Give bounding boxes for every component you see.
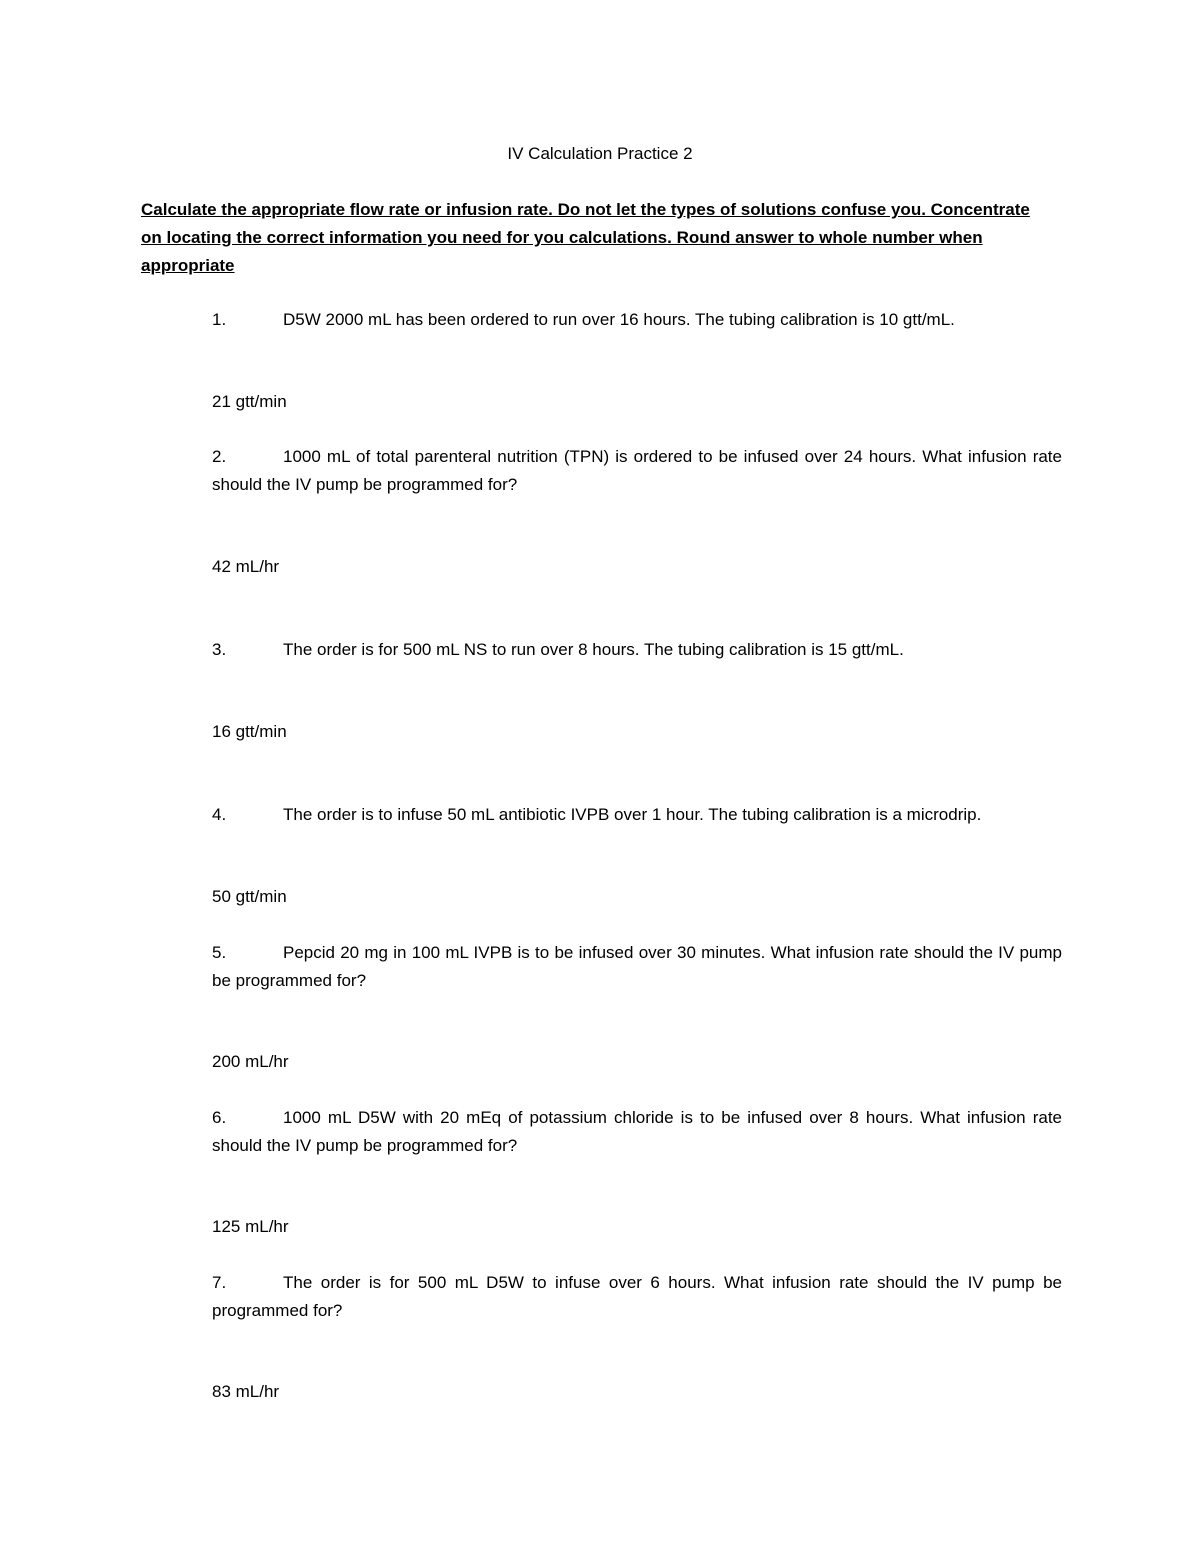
question-item: [212, 939, 1062, 995]
question-text: 1000 mL D5W with 20 mEq of potassium chloride is to be infused over 8 hours. What infusion rate should the IV pump be programmed for?: [212, 1108, 1062, 1155]
question-number: 1.: [212, 310, 227, 329]
question-number: 5.: [212, 943, 227, 962]
question-number: 6.: [212, 1108, 227, 1127]
question-item: [212, 1104, 1062, 1160]
answer-text: 50 gtt/min: [212, 887, 287, 906]
question-item: [212, 306, 1062, 334]
answer-text: 21 gtt/min: [212, 392, 287, 411]
question-number: 4.: [212, 805, 227, 824]
question-item: [212, 636, 1062, 664]
question-text: D5W 2000 mL has been ordered to run over 16 hours. The tubing calibration is 10 gtt/mL.: [283, 310, 955, 329]
question-item: [212, 801, 1062, 829]
question-text: Pepcid 20 mg in 100 mL IVPB is to be infused over 30 minutes. What infusion rate should the IV pump be programmed for?: [212, 943, 1062, 990]
page-title: IV Calculation Practice 2: [507, 144, 693, 163]
question-number: 3.: [212, 640, 227, 659]
answer-text: 16 gtt/min: [212, 722, 287, 741]
answer-text: 125 mL/hr: [212, 1217, 289, 1236]
instructions: Calculate the appropriate flow rate or infusion rate. Do not let the types of solutions confuse you. Concentrate on locating the correct information you need for you calculations. Round answer to whole number when appropriate: [141, 200, 1030, 275]
question-number: 2.: [212, 447, 227, 466]
question-text: 1000 mL of total parenteral nutrition (TPN) is ordered to be infused over 24 hours. What infusion rate should the IV pump be programmed for?: [212, 447, 1062, 494]
question-text: The order is for 500 mL D5W to infuse over 6 hours. What infusion rate should the IV pump be programmed for?: [212, 1273, 1062, 1320]
question-item: [212, 443, 1062, 499]
question-text: The order is for 500 mL NS to run over 8 hours. The tubing calibration is 15 gtt/mL.: [283, 640, 904, 659]
question-text: The order is to infuse 50 mL antibiotic IVPB over 1 hour. The tubing calibration is a microdrip.: [283, 805, 982, 824]
answer-text: 42 mL/hr: [212, 557, 280, 576]
question-number: 7.: [212, 1273, 227, 1292]
question-item: [212, 1269, 1062, 1325]
answer-text: 83 mL/hr: [212, 1382, 280, 1401]
answer-text: 200 mL/hr: [212, 1052, 289, 1071]
